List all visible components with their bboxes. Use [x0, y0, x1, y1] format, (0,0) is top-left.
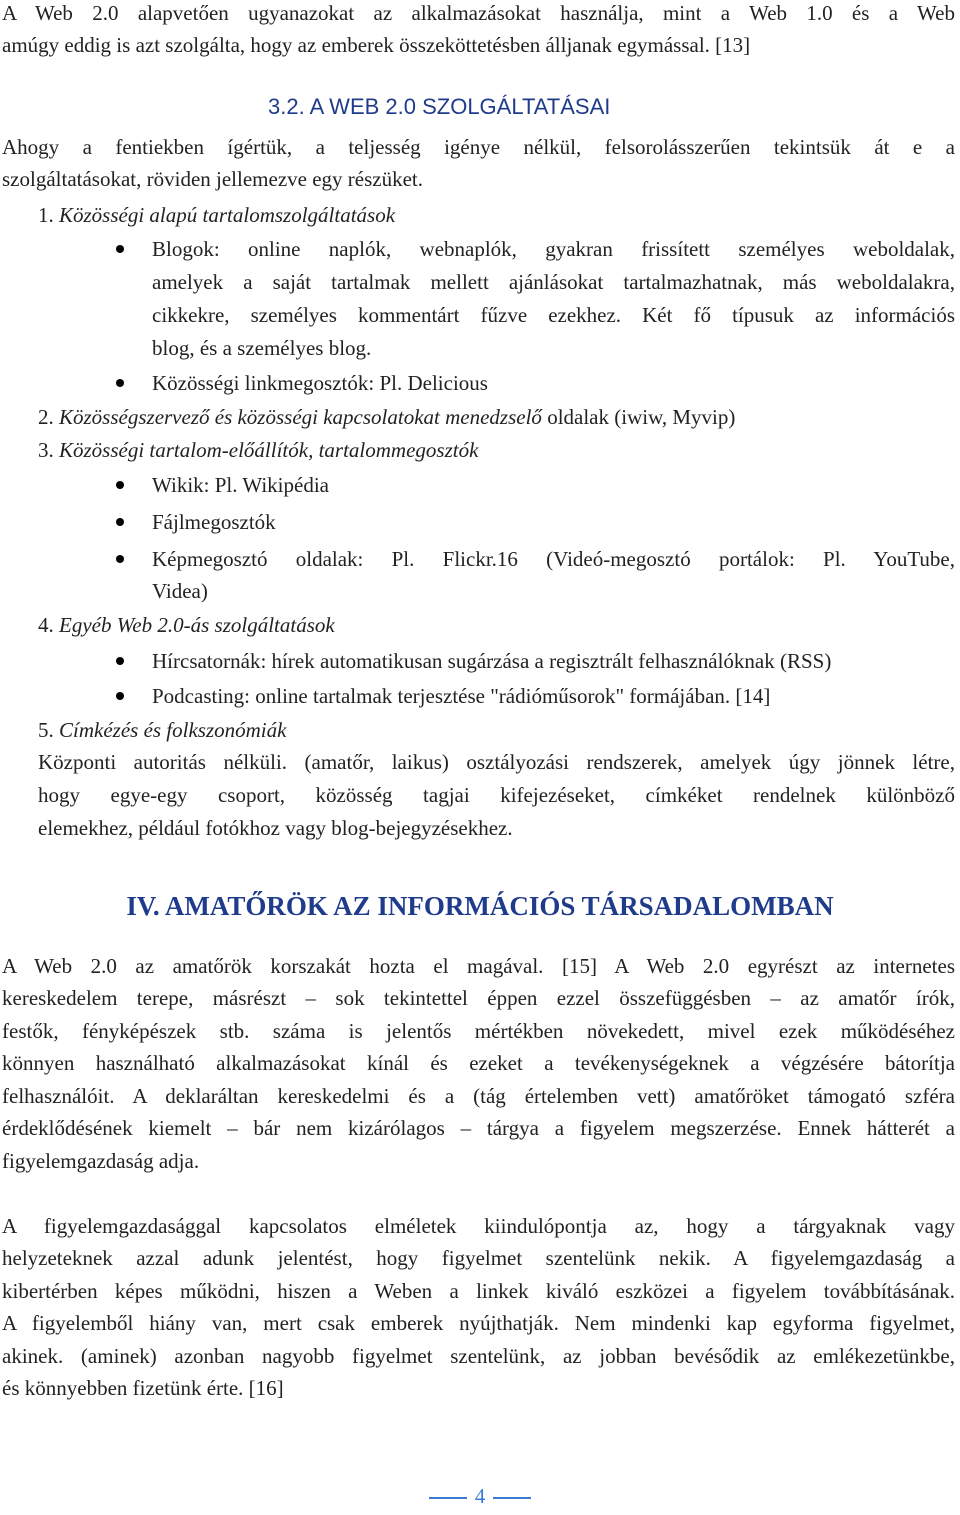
page-number: 4: [474, 1484, 486, 1508]
section-heading: [268, 94, 610, 120]
list-item-title: Egyéb Web 2.0-ás szolgáltatások: [59, 613, 335, 637]
paragraph-line: hogy egye-egy csoport, közösség tagjai kifejezéseket, címkéket rendelnek különböző: [38, 783, 955, 807]
page-footer: [0, 1483, 960, 1509]
footer-rule: [429, 1497, 467, 1499]
paragraph-line: elemekhez, például fotókhoz vagy blog-bejegyzésekhez.: [38, 816, 513, 840]
paragraph-line: akinek. (aminek) azonban nagyobb figyelmet szentelünk, az jobban bevésődik az emlékezetünkbe,: [2, 1344, 955, 1368]
paragraph-line: helyzeteknek azzal adunk jelentést, hogy figyelmet szentelünk nekik. A figyelemgazdaság a: [2, 1246, 955, 1270]
paragraph-line: kibertérben képes működni, hiszen a Weben a linkek kiváló eszközei a figyelem továbbításának.: [2, 1279, 955, 1303]
bullet-icon: [116, 481, 124, 489]
paragraph-line: Központi autoritás nélküli. (amatőr, laikus) osztályozási rendszerek, amelyek úgy jönnek létre,: [38, 750, 955, 774]
bullet-text: Blogok: online naplók, webnaplók, gyakran frissített személyes weboldalak,: [152, 237, 955, 261]
paragraph-line: Ahogy a fentiekben ígértük, a teljesség igénye nélkül, felsorolásszerűen tekintsük át e a: [2, 135, 955, 159]
paragraph-line: A Web 2.0 az amatőrök korszakát hozta el magával. [15] A Web 2.0 egyrészt az internetes: [2, 954, 955, 978]
list-number: 5.: [38, 718, 54, 742]
section-title: A WEB 2.0 SZOLGÁLTATÁSAI: [309, 94, 611, 119]
list-item-heading: [38, 612, 335, 638]
list-number: 1.: [38, 203, 54, 227]
list-number: 4.: [38, 613, 54, 637]
intro-line: A Web 2.0 alapvetően ugyanazokat az alkalmazásokat használja, mint a Web 1.0 és a Web: [2, 1, 955, 25]
paragraph-line: szolgáltatásokat, röviden jellemezve egy részüket.: [2, 167, 423, 191]
bullet-text: amelyek a saját tartalmak mellett ajánlásokat tartalmazhatnak, más weboldalakra,: [152, 270, 955, 294]
list-item-heading: [38, 202, 395, 228]
list-item-title: Közösségi tartalom-előállítók, tartalommegosztók: [59, 438, 479, 462]
bullet-text: Hírcsatornák: hírek automatikusan sugárzása a regisztrált felhasználóknak (RSS): [152, 649, 832, 673]
bullet-icon: [116, 245, 124, 253]
intro-line: amúgy eddig is azt szolgálta, hogy az emberek összeköttetésben álljanak egymással. [13]: [2, 33, 751, 57]
footer-rule: [493, 1497, 531, 1499]
list-item-detail: oldalak (iwiw, Myvip): [541, 405, 736, 429]
bullet-text: Wikik: Pl. Wikipédia: [152, 473, 329, 497]
paragraph-line: kereskedelem terepe, másrészt – sok tekintettel éppen ezzel összefüggésben – az amatőr írók,: [2, 986, 955, 1010]
paragraph-line: figyelemgazdaság adja.: [2, 1149, 200, 1173]
bullet-text: blog, és a személyes blog.: [152, 336, 372, 360]
paragraph-line: felhasználóit. A deklaráltan kereskedelmi és a (tág értelemben vett) amatőröket támogató szféra: [2, 1084, 955, 1108]
bullet-icon: [116, 518, 124, 526]
paragraph-line: A figyelemből hiány van, mert csak emberek nyújthatják. Nem mindenki kap egyforma figyelmet,: [2, 1311, 955, 1335]
paragraph-line: festők, fényképészek stb. száma is jelentős mértékben növekedett, mivel ezek működéséhez: [2, 1019, 955, 1043]
list-item-title: Közösségszervező és közösségi kapcsolatokat menedzselő: [59, 405, 542, 429]
bullet-text: Podcasting: online tartalmak terjesztése "rádióműsorok" formájában. [14]: [152, 684, 771, 708]
list-item-heading: [38, 437, 478, 463]
bullet-text: cikkekre, személyes kommentárt fűzve ezekhez. Két fő típusuk az információs: [152, 303, 955, 327]
paragraph-line: és könnyebben fizetünk érte. [16]: [2, 1376, 284, 1400]
list-item-title: Közösségi alapú tartalomszolgáltatások: [59, 203, 396, 227]
bullet-text: Fájlmegosztók: [152, 510, 276, 534]
list-number: 2.: [38, 405, 54, 429]
bullet-text: Közösségi linkmegosztók: Pl. Delicious: [152, 371, 488, 395]
bullet-icon: [116, 555, 124, 563]
bullet-icon: [116, 692, 124, 700]
list-item-title: Címkézés és folkszonómiák: [59, 718, 287, 742]
paragraph-line: érdeklődésének kiemelt – bár nem kizárólagos – tárgya a figyelem megszerzése. Ennek hátterét a: [2, 1116, 955, 1140]
bullet-text: Videa): [152, 579, 208, 603]
paragraph-line: A figyelemgazdasággal kapcsolatos elméletek kiindulópontja az, hogy a tárgyaknak vagy: [2, 1214, 955, 1238]
list-number: 3.: [38, 438, 54, 462]
section-number: 3.2.: [268, 94, 305, 119]
list-item-heading: [38, 717, 286, 743]
bullet-text: Képmegosztó oldalak: Pl. Flickr.16 (Videó-megosztó portálok: Pl. YouTube,: [152, 547, 955, 571]
chapter-title: IV. AMATŐRÖK AZ INFORMÁCIÓS TÁRSADALOMBAN: [126, 891, 834, 921]
list-item-heading: [38, 404, 735, 430]
bullet-icon: [116, 657, 124, 665]
bullet-icon: [116, 379, 124, 387]
paragraph-line: könnyen használható alkalmazásokat kínál és ezeket a tevékenységeknek a végzésére bátorítja: [2, 1051, 955, 1075]
